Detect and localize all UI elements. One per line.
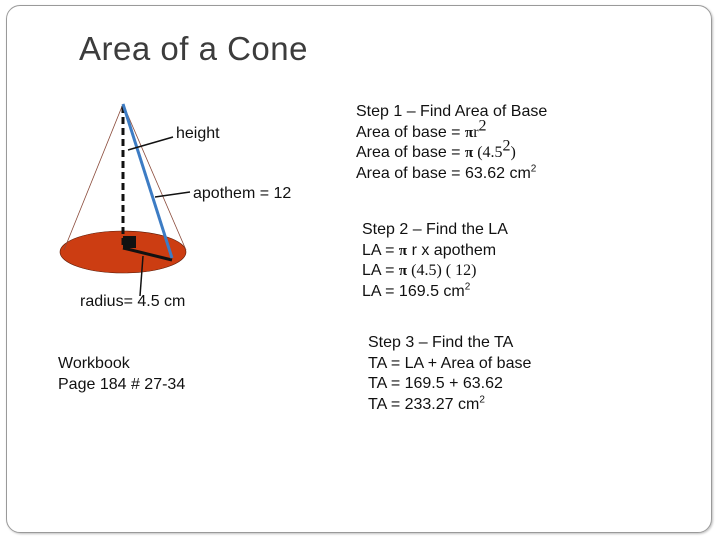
step-2-line-1: LA = π r x apothem bbox=[362, 241, 497, 259]
radius-label: radius= 4.5 cm bbox=[80, 293, 186, 310]
apothem-pointer bbox=[155, 192, 190, 197]
step-3-block bbox=[368, 333, 531, 415]
step-2-line-2: LA = π (4.5) ( 12) bbox=[362, 262, 477, 279]
step-2-block bbox=[362, 220, 508, 302]
workbook-line-2: Page 184 # 27-34 bbox=[58, 375, 186, 393]
workbook-line-1: Workbook bbox=[58, 355, 130, 372]
step-1-line-2: Area of base = π $(4.5^2)$ bbox=[356, 137, 516, 161]
slide-title: Area of a Cone bbox=[79, 30, 308, 67]
step-3-line-1: TA = LA + Area of base bbox=[368, 354, 532, 372]
workbook-reference bbox=[58, 354, 185, 395]
step-1-block bbox=[356, 102, 547, 184]
apothem-label: apothem = 12 bbox=[193, 185, 292, 202]
step-3-line-2: TA = 169.5 + 63.62 bbox=[368, 375, 503, 392]
step-3-line-3: TA = 233.27 $cm^2$ bbox=[368, 394, 485, 413]
step-2-heading: Step 2 – Find the LA bbox=[362, 221, 508, 238]
step-1-line-3: Area of base = 63.62 $cm^2$ bbox=[356, 163, 537, 182]
right-angle-marker bbox=[123, 236, 136, 248]
step-2-line-3: LA = 169.5 $cm^2$ bbox=[362, 281, 471, 300]
cone-left-side bbox=[64, 104, 123, 250]
step-1-line-1: Area of base = $\pi r^2$ bbox=[356, 117, 487, 141]
step-3-heading: Step 3 – Find the TA bbox=[368, 334, 514, 351]
step-1-heading: Step 1 – Find Area of Base bbox=[356, 103, 548, 120]
height-label: height bbox=[176, 125, 220, 142]
